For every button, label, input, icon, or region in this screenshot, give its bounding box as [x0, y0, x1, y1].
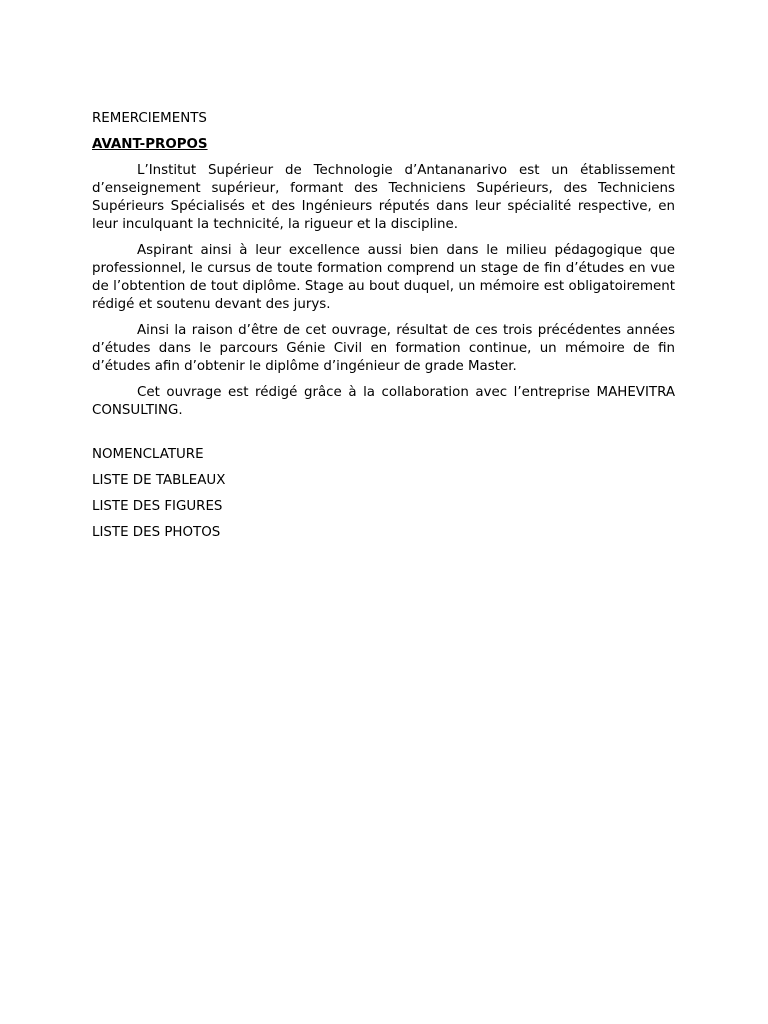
heading-nomenclature: NOMENCLATURE	[92, 447, 204, 462]
heading-remerciements: REMERCIEMENTS	[92, 111, 207, 126]
paragraph-aspirant: Aspirant ainsi à leur excellence aussi bien dans le milieu pédagogique que professionnel, le cursus de toute formation comprend un stage de fin d’études en vue de l’obtention de tout diplôme. Stage au bout duquel, un mémoire est obligatoirement rédigé et soutenu devant des jurys.	[92, 243, 675, 312]
heading-liste-tableaux: LISTE DE TABLEAUX	[92, 473, 226, 488]
blank-line	[92, 428, 675, 446]
heading-liste-figures: LISTE DES FIGURES	[92, 499, 223, 514]
paragraph-raison: Ainsi la raison d’être de cet ouvrage, résultat de ces trois précédentes années d’études dans le parcours Génie Civil en formation continue, un mémoire de fin d’études afin d’obtenir le diplôme d’ingénieur de grade Master.	[92, 323, 675, 374]
paragraph-collaboration: Cet ouvrage est rédigé grâce à la collaboration avec l’entreprise MAHEVITRA CONSULTING.	[92, 385, 675, 418]
heading-avant-propos: AVANT-PROPOS	[92, 137, 208, 152]
document-page	[92, 110, 675, 550]
paragraph-institut: L’Institut Supérieur de Technologie d’Antananarivo est un établissement d’enseignement supérieur, formant des Techniciens Supérieurs, des Techniciens Supérieurs Spécialisés et des Ingénieurs réputés dans leur spécialité respective, en leur inculquant la technicité, la rigueur et la discipline.	[92, 163, 675, 232]
heading-liste-photos: LISTE DES PHOTOS	[92, 525, 221, 540]
